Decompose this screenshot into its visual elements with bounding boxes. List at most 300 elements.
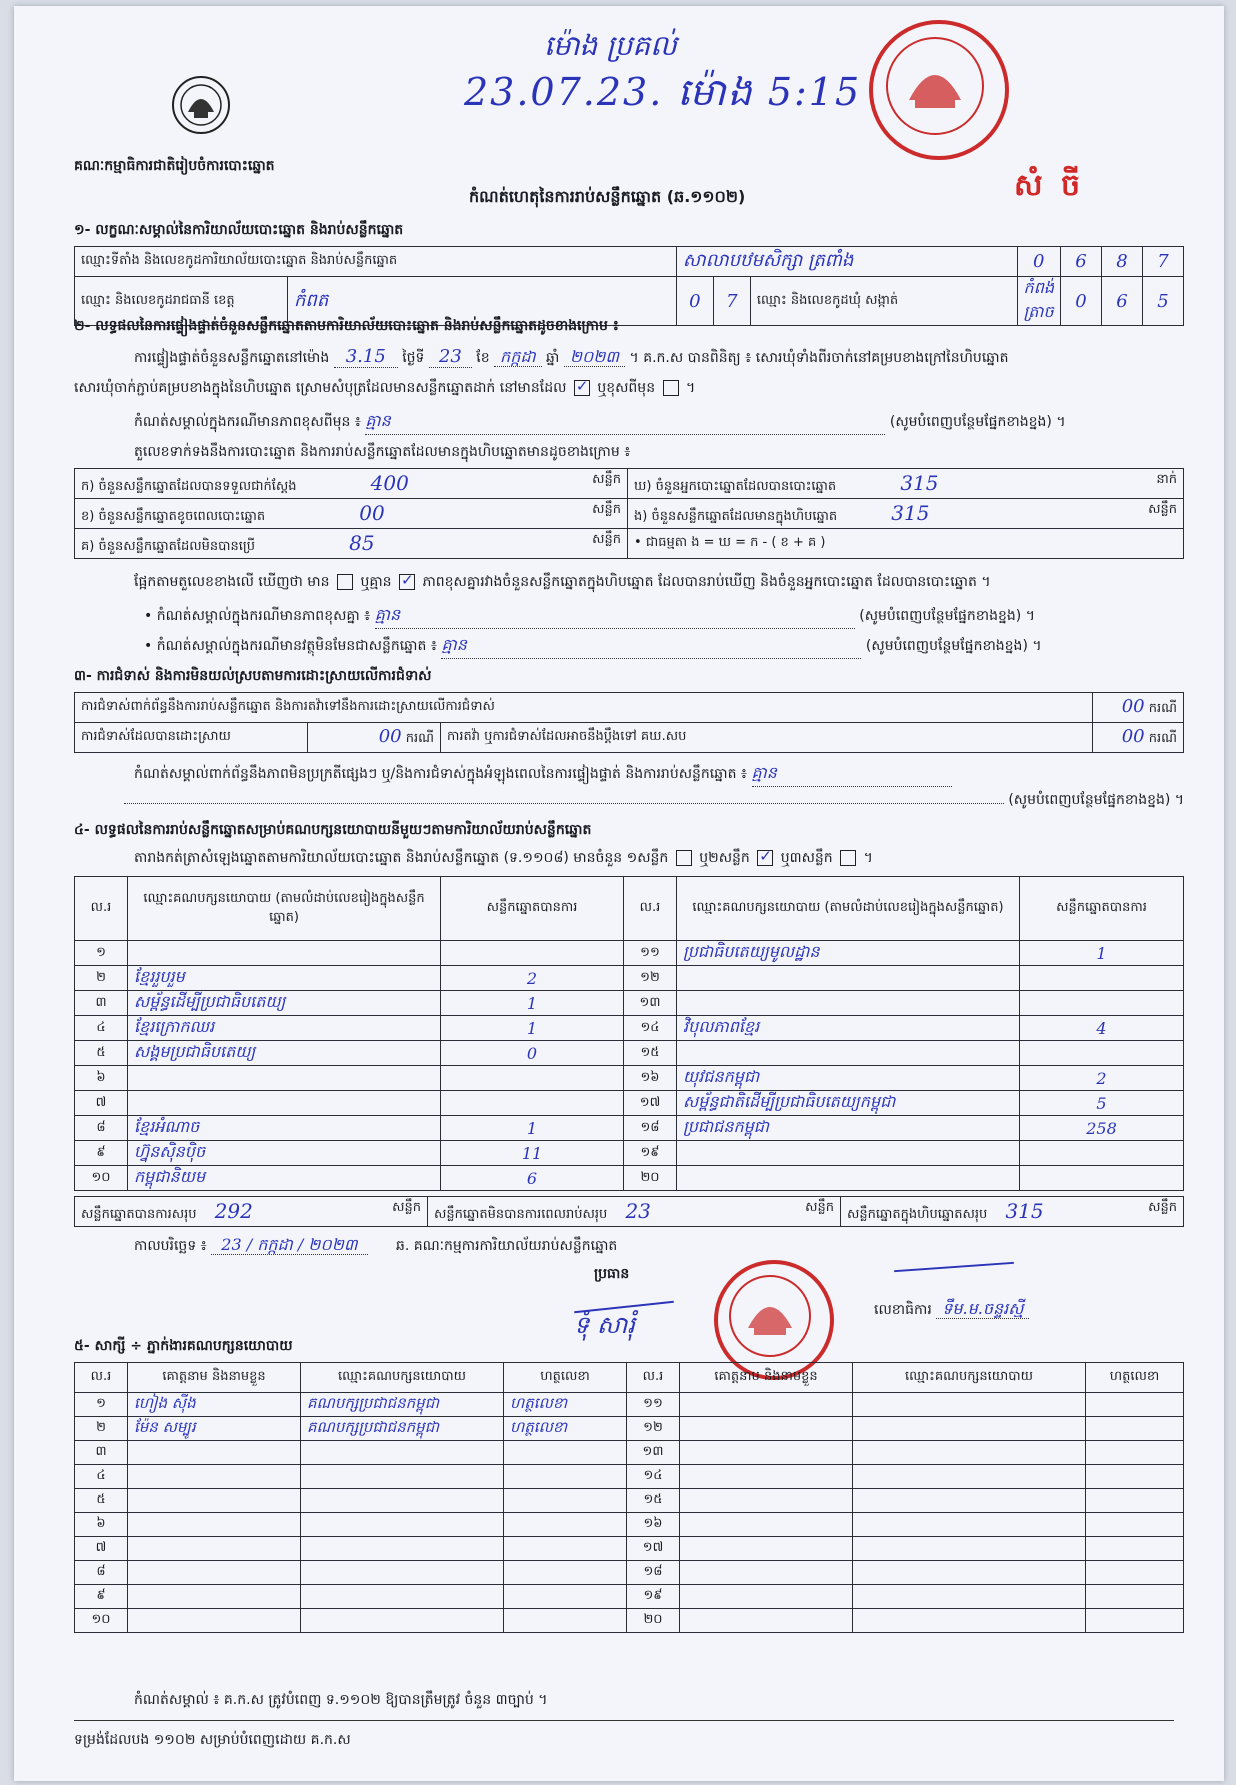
secretary-signature-stroke [894, 1262, 1014, 1272]
total-box-cell [841, 1197, 1184, 1227]
case-unit: ករណី [405, 731, 434, 746]
fill-hint: (សូមបំពេញបន្ថែមផ្នែកខាងខ្នង) ។ [865, 638, 1042, 654]
objection-row2-value: 00 [378, 726, 402, 747]
party-votes [1020, 1141, 1184, 1166]
handwritten-datetime: 23.07.23. ម៉ោង 5:15 [464, 70, 862, 114]
witness-col-no: ល.រ [75, 1363, 128, 1393]
objection-row2-label: ការជំទាស់ដែលបានដោះស្រាយ [75, 723, 308, 753]
witness-party [301, 1537, 504, 1561]
table-row [75, 1141, 1184, 1166]
footer-divider [74, 1720, 1174, 1721]
table-row [75, 1441, 1184, 1465]
total-valid-value: 292 [214, 1198, 253, 1223]
case-unit: ករណី [1148, 701, 1177, 716]
row-number: ៧ [75, 1537, 128, 1561]
row-number: ៣ [75, 991, 128, 1016]
no-difference-label: ឬគ្មាន [360, 574, 392, 590]
row-number: ៦ [75, 1066, 128, 1091]
location-code-digit: 7 [1143, 247, 1184, 277]
col-party-header: ឈ្មោះគណបក្សនយោបាយ (តាមលំដាប់លេខរៀងក្នុងសន្លឹកឆ្នោត) [128, 877, 441, 941]
witness-party [853, 1441, 1086, 1465]
unit: សន្លឹក [805, 1199, 834, 1215]
different-label: ឬខុសពីមុន [597, 380, 656, 396]
row-number: ១០ [75, 1609, 128, 1633]
count-a-cell [75, 469, 628, 499]
row-number: ១៧ [624, 1091, 677, 1116]
formula-cell: • ជាធម្មតា ង = ឃ = ក - ( ខ + គ ) [628, 529, 1184, 559]
objection-row2b-cell [1092, 723, 1183, 753]
verify-paragraph-2: សោរឃុំចាក់ភ្ជាប់គម្របខាងក្នុងនៃហិបឆ្នោត ស្រោមសំបុត្រដែលមានសន្លឹកឆ្នោតដាក់ នៅមានដែល ✓ ឬខុសពីមុន ។ [74, 378, 1184, 399]
col-votes-header: សន្លឹកឆ្នោតបានការ [441, 877, 624, 941]
row-number: ៥ [75, 1489, 128, 1513]
col-no-header: ល.រ [75, 877, 128, 941]
verify-seal-text: សោរឃុំចាក់ភ្ជាប់គម្របខាងក្នុងនៃហិបឆ្នោត ស្រោមសំបុត្រដែលមានសន្លឹកឆ្នោតដាក់ នៅមានដែល [74, 380, 567, 396]
party-votes [1020, 991, 1184, 1016]
total-invalid-value: 23 [625, 1198, 651, 1223]
compare-row [134, 572, 1184, 593]
party-name [128, 941, 441, 966]
witness-name [128, 1489, 301, 1513]
party-votes [441, 1066, 624, 1091]
count-b-label: ខ) ចំនួនសន្លឹកឆ្នោតខូចពេលបោះឆ្នោត [81, 508, 266, 524]
three-sheet-checkbox[interactable] [840, 850, 856, 866]
witness-name [128, 1609, 301, 1633]
count-b-unit: សន្លឹក [592, 501, 621, 517]
note2-row [144, 604, 1184, 629]
count-e-unit: សន្លឹក [1148, 501, 1177, 517]
witness-signature [504, 1561, 627, 1585]
total-box-label: សន្លឹកឆ្នោតក្នុងហិបឆ្នោតសរុប [847, 1206, 988, 1222]
row-number: ៦ [75, 1513, 128, 1537]
witness-name [680, 1489, 853, 1513]
party-name: សង្គមប្រជាធិបតេយ្យ [128, 1041, 441, 1066]
party-name: យុវជនកម្ពុជា [677, 1066, 1020, 1091]
location-value: សាលាបឋមសិក្សា ត្រពាំង [676, 247, 1017, 277]
witness-name [680, 1537, 853, 1561]
row-number: ៨ [75, 1561, 128, 1585]
count-c-cell [75, 529, 628, 559]
party-votes [441, 941, 624, 966]
compare-text-end: ភាពខុសគ្នារវាងចំនួនសន្លឹកឆ្នោតក្នុងហិបឆ្នោត ដែលបានរាប់ឃើញ និងចំនួនអ្នកបោះឆ្នោត ដែលបានបោះឆ្នោត ។ [422, 574, 991, 590]
party-name [128, 1091, 441, 1116]
witness-col-sign: ហត្ថលេខា [1086, 1363, 1184, 1393]
committee-name: គណៈកម្មាធិការជាតិរៀបចំការបោះឆ្នោត [74, 158, 275, 174]
witness-party [301, 1585, 504, 1609]
no-difference-checkbox[interactable] [399, 574, 415, 590]
commune-value: កំពង់ត្រាច [1017, 277, 1060, 326]
row-number: ១១ [627, 1393, 680, 1417]
row-number: ១៣ [624, 991, 677, 1016]
witness-signature [1086, 1441, 1184, 1465]
note3-row [144, 634, 1184, 659]
party-name: ខ្មែរអំណាច [128, 1116, 441, 1141]
witness-name [680, 1465, 853, 1489]
witness-name [680, 1513, 853, 1537]
count-c-unit: សន្លឹក [592, 531, 621, 547]
verify-paragraph [134, 346, 1184, 370]
table-row [75, 1561, 1184, 1585]
objection-row1-label: ការជំទាស់ពាក់ព័ន្ធនឹងការរាប់សន្លឹកឆ្នោត និងការតវ៉ាទៅនឹងការដោះស្រាយលើការជំទាស់ [75, 693, 1093, 723]
witness-signature [1086, 1561, 1184, 1585]
note3-label: • កំណត់សម្គាល់ក្នុងករណីមានវត្ថុមិនមែនជាសន្លឹកឆ្នោត ៖ [144, 638, 437, 654]
count-d-value: 315 [900, 470, 939, 495]
row-number: ១២ [627, 1417, 680, 1441]
witness-signature [1086, 1417, 1184, 1441]
secretary-row [874, 1298, 1029, 1322]
witness-signature [504, 1513, 627, 1537]
province-code-digit: 0 [676, 277, 713, 326]
witness-party [301, 1513, 504, 1537]
row-number: ១៧ [627, 1537, 680, 1561]
table-row [75, 1066, 1184, 1091]
witness-name [680, 1393, 853, 1417]
witness-party [301, 1561, 504, 1585]
count-a-label: ក) ចំនួនសន្លឹកឆ្នោតដែលបានទទួលជាក់ស្តែង [81, 478, 297, 494]
witness-name: ម៉ែន សម្បូរ [128, 1417, 301, 1441]
party-name: កម្ពុជានិយម [128, 1166, 441, 1191]
row-number: ១២ [624, 966, 677, 991]
signing-date-row [134, 1234, 617, 1258]
party-name: ខ្មែរក្រោកឈរ [128, 1016, 441, 1041]
total-valid-cell [75, 1197, 428, 1227]
count-c-value: 85 [349, 530, 375, 555]
witness-name [680, 1441, 853, 1465]
witness-name [128, 1465, 301, 1489]
table-row [75, 1537, 1184, 1561]
footnote: កំណត់សម្គាល់ ៖ គ.ក.ស ត្រូវបំពេញ ទ.១១០២ ឱ្យបានត្រឹមត្រូវ ចំនួន ៣ច្បាប់ ។ [134, 1692, 548, 1708]
witness-party [301, 1609, 504, 1633]
total-box-value: 315 [1005, 1198, 1044, 1223]
witness-party [853, 1489, 1086, 1513]
party-name [677, 1166, 1020, 1191]
has-difference-checkbox[interactable] [337, 574, 353, 590]
different-checkbox[interactable] [663, 380, 679, 396]
row-number: ១៤ [624, 1016, 677, 1041]
total-invalid-label: សន្លឹកឆ្នោតមិនបានការពេលរាប់សរុប [434, 1206, 608, 1222]
count-a-unit: សន្លឹក [592, 471, 621, 487]
witness-col-sign: ហត្ថលេខា [504, 1363, 627, 1393]
witness-name [128, 1585, 301, 1609]
three-sheet-label: ឬ៣សន្លឹក [780, 850, 833, 866]
party-name [128, 1066, 441, 1091]
table-row [75, 1116, 1184, 1141]
note2-label: • កំណត់សម្គាល់ក្នុងករណីមានភាពខុសគ្នា ៖ [144, 608, 371, 624]
witness-signature [1086, 1609, 1184, 1633]
party-votes: 11 [441, 1141, 624, 1166]
witness-party [853, 1513, 1086, 1537]
table-row [75, 966, 1184, 991]
note3-value: គ្មាន [441, 634, 861, 659]
witness-party [853, 1537, 1086, 1561]
witness-col-party: ឈ្មោះគណបក្សនយោបាយ [853, 1363, 1086, 1393]
secretary-label: លេខាធិការ [874, 1302, 932, 1318]
compare-text: ផ្អែកតាមតួលេខខាងលើ ឃើញថា មាន [134, 574, 330, 590]
row-number: ១៦ [624, 1066, 677, 1091]
section3-title: ៣- ការជំទាស់ និងការមិនយល់ស្របតាមការដោះស្រាយលើការជំទាស់ [74, 668, 432, 684]
party-results-body [75, 941, 1184, 1191]
objection-row1-value: 00 [1121, 696, 1145, 717]
table-row [75, 941, 1184, 966]
witness-name [680, 1609, 853, 1633]
row-number: ៨ [75, 1116, 128, 1141]
province-label: ឈ្មោះ និងលេខកូដរាជធានី ខេត្ត [75, 277, 288, 326]
row-number: ២០ [627, 1609, 680, 1633]
case-unit: ករណី [1148, 731, 1177, 746]
witness-name [128, 1441, 301, 1465]
objection-note [134, 762, 1184, 787]
witness-signature [504, 1537, 627, 1561]
witness-signature [1086, 1465, 1184, 1489]
nec-emblem-icon [170, 72, 232, 138]
counts-table [74, 468, 1184, 559]
party-name: សម្ព័ន្ធដើម្បីប្រជាធិបតេយ្យ [128, 991, 441, 1016]
row-number: ១៩ [624, 1141, 677, 1166]
party-votes [1020, 1041, 1184, 1066]
count-b-value: 00 [359, 500, 385, 525]
document-title: កំណត់ហេតុនៃការរាប់សន្លឹកឆ្នោត (ឆ.១១០២) [469, 187, 746, 206]
witness-name [680, 1585, 853, 1609]
witness-signature [1086, 1393, 1184, 1417]
witness-col-name: គោត្តនាម និងនាមខ្លួន [680, 1363, 853, 1393]
row-number: ១៨ [627, 1561, 680, 1585]
row-number: ២ [75, 1417, 128, 1441]
two-sheet-label: ឬ២សន្លឹក [699, 850, 750, 866]
witness-party [301, 1465, 504, 1489]
party-votes: 258 [1020, 1116, 1184, 1141]
witness-signature: ហត្ថលេខា [504, 1417, 627, 1441]
row-number: ២ [75, 966, 128, 991]
verify-month-label: ខែ [476, 350, 490, 366]
party-name: សម្ព័ន្ធជាតិដើម្បីប្រជាធិបតេយ្យកម្ពុជា [677, 1091, 1020, 1116]
party-name: ហ្វ៊ុនស៊ិនប៉ិច [128, 1141, 441, 1166]
row-number: ៩ [75, 1141, 128, 1166]
witness-name [128, 1561, 301, 1585]
table-row [75, 1489, 1184, 1513]
objection-row2-cell [308, 723, 441, 753]
objection-table [74, 692, 1184, 753]
commune-code-digit: 0 [1061, 277, 1102, 326]
row-number: ៩ [75, 1585, 128, 1609]
col-votes-header: សន្លឹកឆ្នោតបានការ [1020, 877, 1184, 941]
row-number: ៣ [75, 1441, 128, 1465]
table-row [75, 1041, 1184, 1066]
row-number: ១០ [75, 1166, 128, 1191]
objection-note-hint [74, 790, 1184, 811]
row-number: ១ [75, 941, 128, 966]
witness-signature [1086, 1585, 1184, 1609]
location-label: ឈ្មោះទីតាំង និងលេខកូដការិយាល័យបោះឆ្នោត និងរាប់សន្លឹកឆ្នោត [75, 247, 677, 277]
party-name: វិបុលភាពខ្មែរ [677, 1016, 1020, 1041]
party-votes: 2 [1020, 1066, 1184, 1091]
section1-title: ១- លក្ខណៈសម្គាល់នៃការិយាល័យបោះឆ្នោត និងរាប់សន្លឹកឆ្នោត [74, 222, 404, 238]
objection-row2b-label: ការតវ៉ា ឬការជំទាស់ដែលអាចនឹងប្ដឹងទៅ គឃ.សប [441, 723, 1093, 753]
party-votes [441, 1091, 624, 1116]
witness-party [853, 1465, 1086, 1489]
table-row [75, 991, 1184, 1016]
col-party-header: ឈ្មោះគណបក្សនយោបាយ (តាមលំដាប់លេខរៀងក្នុងសន្លឹកឆ្នោត) [677, 877, 1020, 941]
total-valid-label: សន្លឹកឆ្នោតបានការសរុប [81, 1206, 197, 1222]
chair-name: ទុំ សារុំ [574, 1311, 635, 1339]
row-number: ១៤ [627, 1465, 680, 1489]
verify-time-label: ការផ្ទៀងផ្ទាត់ចំនួនសន្លឹកឆ្នោតនៅម៉ោង [134, 350, 330, 366]
witness-name [128, 1513, 301, 1537]
party-votes: 4 [1020, 1016, 1184, 1041]
table-row [75, 1465, 1184, 1489]
party-votes: 2 [441, 966, 624, 991]
witness-signature [1086, 1537, 1184, 1561]
witness-name: ហៀង ស៊ីង [128, 1393, 301, 1417]
commune-label: ឈ្មោះ និងលេខកូដឃុំ សង្កាត់ [750, 277, 1017, 326]
table-row [75, 1393, 1184, 1417]
location-code-digit: 0 [1017, 247, 1060, 277]
objection-note-label: កំណត់សម្គាល់ពាក់ព័ន្ធនឹងភាពមិនប្រក្រតីផ្សេងៗ ឬ/និងការជំទាស់ក្នុងអំឡុងពេលនៃការផ្ទៀងផ្ទាត់ និងការរាប់សន្លឹកឆ្នោត ៖ [134, 766, 748, 782]
table-row [75, 1609, 1184, 1633]
count-formula: ជាធម្មតា ង = ឃ = ក - ( ខ + គ ) [645, 535, 826, 550]
province-code-digit: 7 [713, 277, 750, 326]
tally-intro-text: តារាងកត់ត្រាសំឡេងឆ្នោតតាមការិយាល័យបោះឆ្នោត និងរាប់សន្លឹកឆ្នោត (ទ.១១០៨) មានចំនួន ១សន្លឹក [134, 850, 669, 866]
party-name [677, 1141, 1020, 1166]
row-number: ១៣ [627, 1441, 680, 1465]
witness-party [853, 1585, 1086, 1609]
witness-party [301, 1441, 504, 1465]
witness-signature [1086, 1489, 1184, 1513]
party-votes [1020, 1166, 1184, 1191]
count-e-value: 315 [891, 500, 930, 525]
witness-party: គណបក្សប្រជាជនកម្ពុជា [301, 1393, 504, 1417]
party-name [677, 966, 1020, 991]
verify-year-value: ២០២៣ [564, 347, 625, 367]
section2-title: ២- លទ្ធផលនៃការផ្ទៀងផ្ទាត់ចំនួនសន្លឹកឆ្នោតតាមការិយាល័យបោះឆ្នោត និងរាប់សន្លឹកឆ្នោតដូចខាងក្រោម ៖ [74, 318, 619, 334]
verify-day-label: ថ្ងៃទី [402, 350, 425, 366]
same-as-before-checkbox[interactable] [574, 380, 590, 396]
row-number: ១៥ [627, 1489, 680, 1513]
witness-party [301, 1489, 504, 1513]
official-stamp-top [869, 20, 1009, 160]
count-a-value: 400 [370, 470, 409, 495]
verify-time-value: 3.15 [334, 346, 398, 368]
totals-table [74, 1196, 1184, 1227]
objection-note-value: គ្មាន [752, 762, 952, 787]
location-code-digit: 8 [1102, 247, 1143, 277]
table-row [75, 1091, 1184, 1116]
witness-party: គណបក្សប្រជាជនកម្ពុជា [301, 1417, 504, 1441]
row-number: ៧ [75, 1091, 128, 1116]
objection-row1-cell [1092, 693, 1183, 723]
date-value: 23 / កក្កដា / ២០២៣ [211, 1235, 367, 1255]
row-number: ៥ [75, 1041, 128, 1066]
witness-party [853, 1417, 1086, 1441]
witness-col-party: ឈ្មោះគណបក្សនយោបាយ [301, 1363, 504, 1393]
witness-signature [504, 1489, 627, 1513]
verify-month-value: កក្កដា [494, 347, 542, 367]
count-b-cell [75, 499, 628, 529]
table-row [75, 1513, 1184, 1537]
witness-party [853, 1393, 1086, 1417]
unit: សន្លឹក [1148, 1199, 1177, 1215]
count-d-unit: នាក់ [1156, 471, 1177, 487]
witness-signature: ហត្ថលេខា [504, 1393, 627, 1417]
section5-title: ៥- សាក្សី ÷ ភ្នាក់ងារគណបក្សនយោបាយ [74, 1338, 293, 1354]
table-row [75, 1585, 1184, 1609]
section1-table [74, 246, 1184, 326]
tally-sheet-row: តារាងកត់ត្រាសំឡេងឆ្នោតតាមការិយាល័យបោះឆ្នោត និងរាប់សន្លឹកឆ្នោត (ទ.១១០៨) មានចំនួន ១សន្លឹក ឬ២សន្លឹក ✓ ឬ៣សន្លឹក ។ [134, 848, 1184, 869]
party-votes: 1 [1020, 941, 1184, 966]
witness-signature [504, 1441, 627, 1465]
committee-sign-label: ឆ. គណៈកម្មការការិយាល័យរាប់សន្លឹកឆ្នោត [395, 1238, 618, 1254]
row-number: ២០ [624, 1166, 677, 1191]
verify-paragraph-text: ។ គ.ក.ស បានពិនិត្យ ៖ សោរឃុំទាំងពីរចាក់នៅគម្របខាងក្រៅនៃហិបឆ្នោត [629, 350, 1009, 366]
count-d-cell [628, 469, 1184, 499]
witness-signature [504, 1609, 627, 1633]
verify-day-value: 23 [429, 346, 472, 368]
table-row [75, 1016, 1184, 1041]
row-number: ៤ [75, 1016, 128, 1041]
counts-intro: តួលេខទាក់ទងនឹងការបោះឆ្នោត និងការរាប់សន្លឹកឆ្នោតដែលមានក្នុងហិបឆ្នោតមានដូចខាងក្រោម ៖ [134, 444, 631, 460]
party-votes [1020, 966, 1184, 991]
party-votes: 1 [441, 1116, 624, 1141]
fill-hint: (សូមបំពេញបន្ថែមផ្នែកខាងខ្នង) ។ [889, 414, 1066, 430]
party-votes: 0 [441, 1041, 624, 1066]
section4-title: ៤- លទ្ធផលនៃការរាប់សន្លឹកឆ្នោតសម្រាប់គណបក្សនយោបាយនីមួយៗតាមការិយាល័យរាប់សន្លឹកឆ្នោត [74, 822, 592, 838]
fill-hint: (សូមបំពេញបន្ថែមផ្នែកខាងខ្នង) ។ [1008, 792, 1184, 808]
note1-value: គ្មាន [365, 410, 885, 435]
commune-code-digit: 5 [1143, 277, 1184, 326]
two-sheet-checkbox[interactable] [757, 850, 773, 866]
party-name [677, 1041, 1020, 1066]
party-votes: 1 [441, 1016, 624, 1041]
objection-row2b-value: 00 [1121, 726, 1145, 747]
witness-col-name: គោត្តនាម និងនាមខ្លួន [128, 1363, 301, 1393]
table-row [75, 1166, 1184, 1191]
party-votes: 1 [441, 991, 624, 1016]
one-sheet-checkbox[interactable] [676, 850, 692, 866]
total-invalid-cell [428, 1197, 841, 1227]
witness-name [680, 1561, 853, 1585]
row-number: ១៨ [624, 1116, 677, 1141]
witness-signature [504, 1585, 627, 1609]
unit: សន្លឹក [392, 1199, 421, 1215]
date-label: កាលបរិច្ឆេទ ៖ [134, 1238, 207, 1254]
note1-label: កំណត់សម្គាល់ក្នុងករណីមានភាពខុសពីមុន ៖ [134, 414, 361, 430]
location-code-digit: 6 [1061, 247, 1102, 277]
witness-name [680, 1417, 853, 1441]
count-e-label: ង) ចំនួនសន្លឹកឆ្នោតដែលមានក្នុងហិបឆ្នោត [634, 508, 838, 524]
form-note: ទម្រង់ដែលបង ១១០២ សម្រាប់បំពេញដោយ គ.ក.ស [74, 1732, 351, 1748]
ballot-count-report-page [14, 6, 1224, 1781]
party-name [677, 991, 1020, 1016]
party-results-table [74, 876, 1184, 1191]
table-row [75, 1417, 1184, 1441]
secretary-name: ទឹម.ម.ចន្ទរស្មី [936, 1299, 1029, 1319]
chair-label: ប្រធាន [594, 1266, 630, 1282]
witness-table [74, 1362, 1184, 1633]
note2-value: គ្មាន [375, 604, 855, 629]
count-c-label: គ) ចំនួនសន្លឹកឆ្នោតដែលមិនបានប្រើ [81, 538, 255, 554]
handwritten-top-note: ម៉ោង ប្រគល់ [544, 29, 677, 62]
fill-hint: (សូមបំពេញបន្ថែមផ្នែកខាងខ្នង) ។ [859, 608, 1035, 624]
note1-row [134, 410, 1184, 435]
row-number: ១៦ [627, 1513, 680, 1537]
party-name: ខ្មែររួបរួម [128, 966, 441, 991]
verify-year-label: ឆ្នាំ [546, 350, 560, 366]
witness-party [853, 1609, 1086, 1633]
copy-label: សំ ចី [1014, 168, 1085, 203]
col-no-header: ល.រ [624, 877, 677, 941]
witness-party [853, 1561, 1086, 1585]
witness-body [75, 1393, 1184, 1633]
row-number: ១១ [624, 941, 677, 966]
row-number: ១៥ [624, 1041, 677, 1066]
